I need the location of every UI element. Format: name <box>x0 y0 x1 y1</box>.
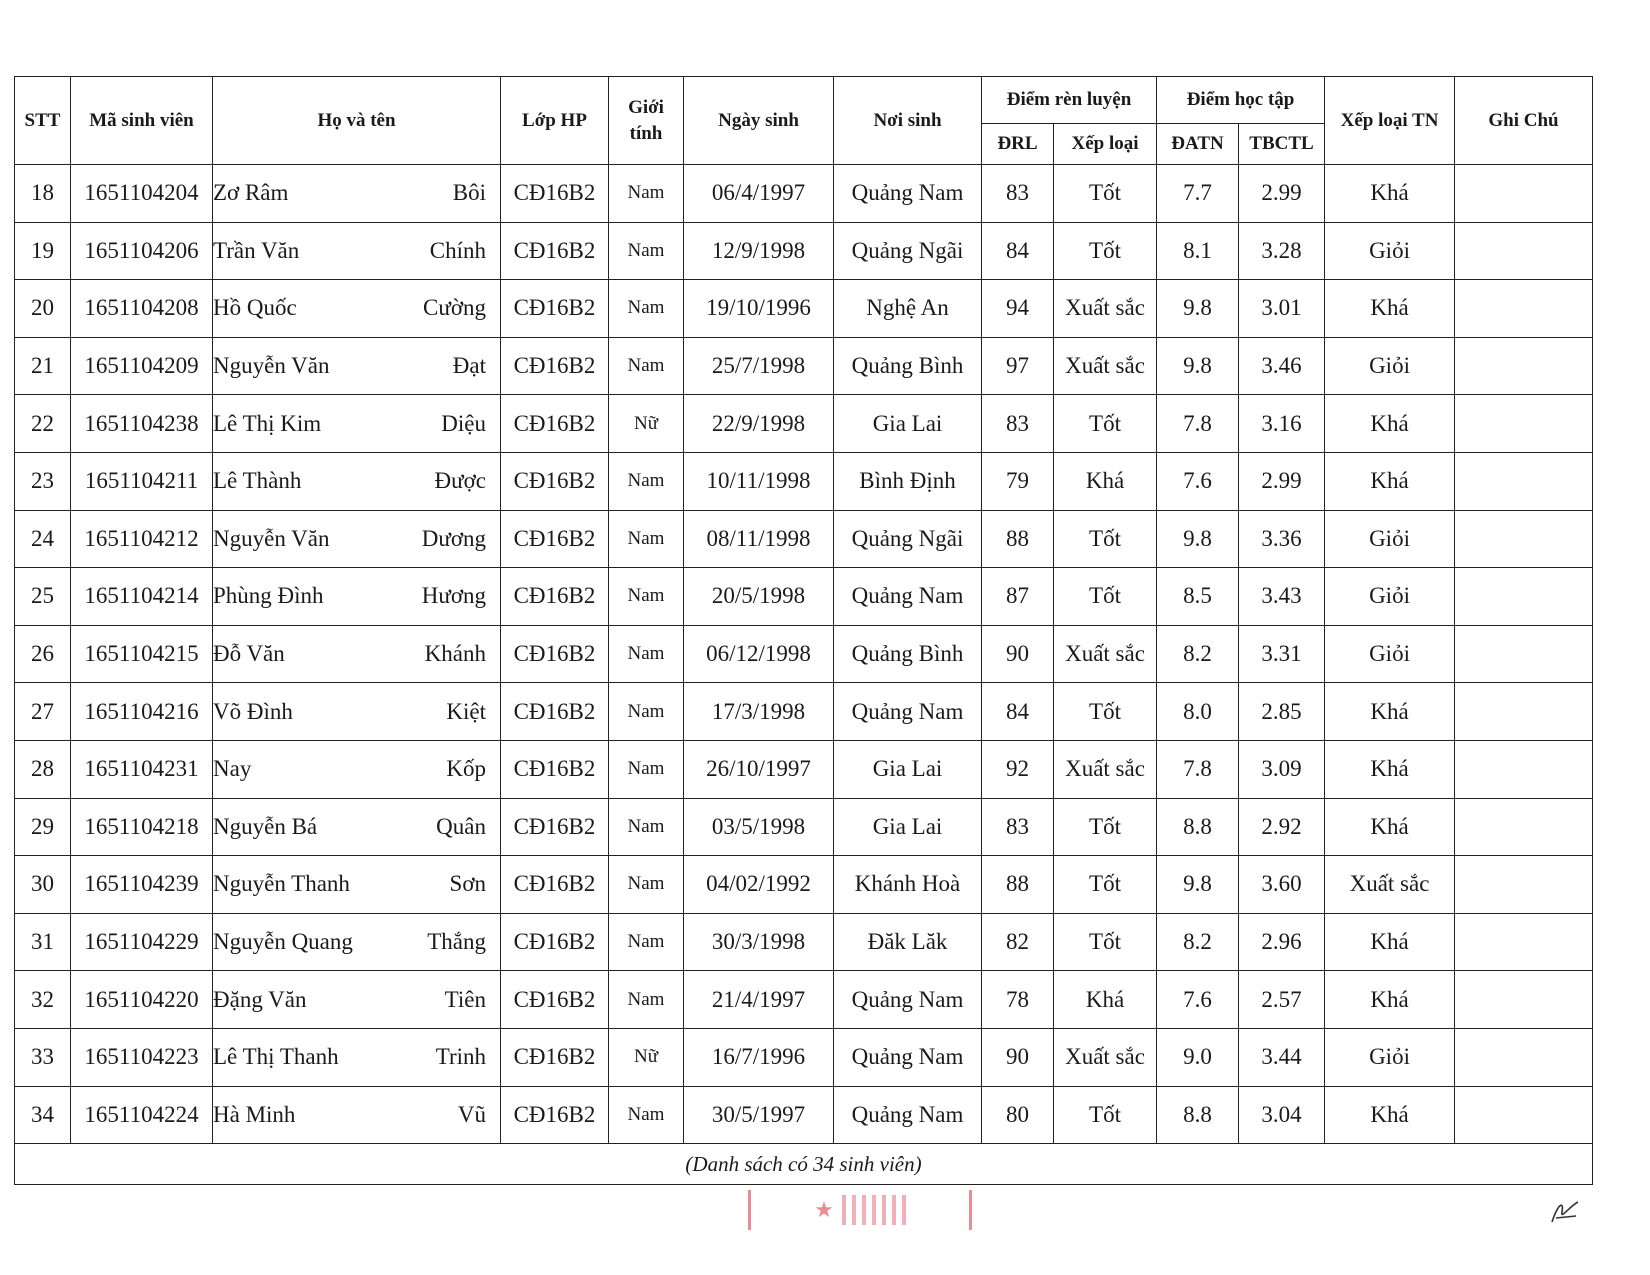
cell-thesis-score: 8.2 <box>1157 913 1239 971</box>
table-row <box>15 337 1593 395</box>
cell-class: CĐ16B2 <box>501 395 609 453</box>
cell-birth-date: 21/4/1997 <box>684 971 834 1029</box>
cell-birth-place: Quảng Nam <box>834 1086 982 1144</box>
cell-note <box>1455 740 1593 798</box>
cell-student-id: 1651104238 <box>71 395 213 453</box>
cell-stt: 30 <box>15 856 71 914</box>
cell-conduct-score: 88 <box>982 510 1054 568</box>
cell-gender: Nam <box>609 280 684 338</box>
surname: Phùng Đình <box>213 583 324 609</box>
cell-conduct-score: 94 <box>982 280 1054 338</box>
cell-gpa: 3.36 <box>1239 510 1325 568</box>
cell-full-name <box>213 337 501 395</box>
cell-class: CĐ16B2 <box>501 1086 609 1144</box>
table-row <box>15 165 1593 223</box>
cell-birth-date: 08/11/1998 <box>684 510 834 568</box>
given-name: Thắng <box>427 929 486 955</box>
cell-gpa: 3.43 <box>1239 568 1325 626</box>
cell-conduct-score: 84 <box>982 683 1054 741</box>
cell-gender: Nam <box>609 971 684 1029</box>
cell-class: CĐ16B2 <box>501 683 609 741</box>
cell-birth-place: Quảng Nam <box>834 1028 982 1086</box>
cell-birth-date: 06/12/1998 <box>684 625 834 683</box>
cell-student-id: 1651104214 <box>71 568 213 626</box>
cell-birth-place: Khánh Hoà <box>834 856 982 914</box>
header-birth-date: Ngày sinh <box>684 77 834 165</box>
cell-thesis-score: 7.6 <box>1157 971 1239 1029</box>
cell-graduation-rank: Giỏi <box>1325 337 1455 395</box>
cell-thesis-score: 9.8 <box>1157 510 1239 568</box>
cell-graduation-rank: Khá <box>1325 913 1455 971</box>
cell-thesis-score: 7.7 <box>1157 165 1239 223</box>
given-name: Được <box>434 468 486 494</box>
cell-stt: 21 <box>15 337 71 395</box>
cell-thesis-score: 9.8 <box>1157 337 1239 395</box>
cell-class: CĐ16B2 <box>501 740 609 798</box>
given-name: Quân <box>436 813 486 839</box>
cell-gpa: 3.44 <box>1239 1028 1325 1086</box>
cell-birth-place: Quảng Ngãi <box>834 222 982 280</box>
cell-gender: Nam <box>609 913 684 971</box>
cell-gpa: 3.04 <box>1239 1086 1325 1144</box>
header-conduct-rank: Xếp loại <box>1054 124 1157 165</box>
cell-conduct-score: 97 <box>982 337 1054 395</box>
surname: Đỗ Văn <box>213 641 285 667</box>
cell-note <box>1455 971 1593 1029</box>
cell-graduation-rank: Khá <box>1325 452 1455 510</box>
cell-gender: Nữ <box>609 395 684 453</box>
cell-birth-place: Quảng Bình <box>834 337 982 395</box>
cell-full-name <box>213 971 501 1029</box>
header-gpa: TBCTL <box>1239 124 1325 165</box>
cell-conduct-score: 82 <box>982 913 1054 971</box>
cell-class: CĐ16B2 <box>501 452 609 510</box>
header-graduation-rank: Xếp loại TN <box>1325 77 1455 165</box>
cell-class: CĐ16B2 <box>501 913 609 971</box>
surname: Zơ Râm <box>213 180 289 206</box>
given-name: Dương <box>421 525 486 551</box>
cell-conduct-score: 79 <box>982 452 1054 510</box>
cell-conduct-score: 78 <box>982 971 1054 1029</box>
cell-note <box>1455 568 1593 626</box>
cell-gender: Nam <box>609 856 684 914</box>
cell-thesis-score: 9.8 <box>1157 856 1239 914</box>
header-stt: STT <box>15 77 71 165</box>
cell-gender: Nam <box>609 683 684 741</box>
cell-birth-date: 19/10/1996 <box>684 280 834 338</box>
cell-note <box>1455 683 1593 741</box>
cell-student-id: 1651104239 <box>71 856 213 914</box>
cell-student-id: 1651104212 <box>71 510 213 568</box>
cell-note <box>1455 337 1593 395</box>
cell-conduct-rank: Tốt <box>1054 798 1157 856</box>
surname: Đặng Văn <box>213 986 307 1012</box>
cell-full-name <box>213 280 501 338</box>
cell-graduation-rank: Xuất sắc <box>1325 856 1455 914</box>
cell-conduct-rank: Xuất sắc <box>1054 337 1157 395</box>
table-row <box>15 568 1593 626</box>
cell-full-name <box>213 913 501 971</box>
header-conduct-group: Điểm rèn luyện <box>982 77 1157 124</box>
cell-note <box>1455 798 1593 856</box>
cell-conduct-score: 92 <box>982 740 1054 798</box>
cell-gpa: 2.99 <box>1239 165 1325 223</box>
cell-stt: 20 <box>15 280 71 338</box>
given-name: Tiên <box>444 986 486 1012</box>
table-row <box>15 856 1593 914</box>
cell-graduation-rank: Khá <box>1325 280 1455 338</box>
cell-gpa: 3.31 <box>1239 625 1325 683</box>
cell-stt: 19 <box>15 222 71 280</box>
cell-birth-date: 30/5/1997 <box>684 1086 834 1144</box>
cell-note <box>1455 913 1593 971</box>
cell-gpa: 3.60 <box>1239 856 1325 914</box>
cell-conduct-rank: Tốt <box>1054 856 1157 914</box>
cell-note <box>1455 856 1593 914</box>
table-row <box>15 971 1593 1029</box>
cell-graduation-rank: Giỏi <box>1325 568 1455 626</box>
cell-class: CĐ16B2 <box>501 856 609 914</box>
cell-graduation-rank: Giỏi <box>1325 510 1455 568</box>
cell-gpa: 3.01 <box>1239 280 1325 338</box>
cell-birth-date: 16/7/1996 <box>684 1028 834 1086</box>
cell-student-id: 1651104216 <box>71 683 213 741</box>
table-row <box>15 683 1593 741</box>
cell-conduct-score: 84 <box>982 222 1054 280</box>
table-row <box>15 395 1593 453</box>
cell-birth-date: 10/11/1998 <box>684 452 834 510</box>
surname: Võ Đình <box>213 698 293 724</box>
cell-full-name <box>213 740 501 798</box>
cell-conduct-score: 80 <box>982 1086 1054 1144</box>
cell-gender: Nam <box>609 1086 684 1144</box>
cell-gender: Nam <box>609 452 684 510</box>
given-name: Diệu <box>441 410 486 436</box>
given-name: Trinh <box>435 1044 486 1070</box>
header-student-id: Mã sinh viên <box>71 77 213 165</box>
cell-thesis-score: 8.2 <box>1157 625 1239 683</box>
star-icon: ★ <box>814 1197 834 1222</box>
cell-graduation-rank: Giỏi <box>1325 625 1455 683</box>
cell-note <box>1455 1028 1593 1086</box>
cell-conduct-score: 87 <box>982 568 1054 626</box>
given-name: Vũ <box>457 1101 486 1127</box>
surname: Nay <box>213 756 252 782</box>
cell-thesis-score: 9.8 <box>1157 280 1239 338</box>
cell-conduct-rank: Tốt <box>1054 683 1157 741</box>
cell-graduation-rank: Khá <box>1325 1086 1455 1144</box>
given-name: Đạt <box>452 353 486 379</box>
table-row <box>15 222 1593 280</box>
cell-birth-date: 04/02/1992 <box>684 856 834 914</box>
cell-conduct-rank: Xuất sắc <box>1054 625 1157 683</box>
cell-class: CĐ16B2 <box>501 798 609 856</box>
cell-thesis-score: 8.5 <box>1157 568 1239 626</box>
cell-gpa: 2.92 <box>1239 798 1325 856</box>
cell-thesis-score: 7.6 <box>1157 452 1239 510</box>
surname: Nguyễn Văn <box>213 525 330 551</box>
cell-gender: Nam <box>609 222 684 280</box>
cell-student-id: 1651104220 <box>71 971 213 1029</box>
cell-student-id: 1651104223 <box>71 1028 213 1086</box>
cell-graduation-rank: Giỏi <box>1325 222 1455 280</box>
cell-full-name <box>213 1086 501 1144</box>
cell-student-id: 1651104204 <box>71 165 213 223</box>
header-gender-label: Giới tính <box>628 96 664 144</box>
cell-stt: 34 <box>15 1086 71 1144</box>
cell-stt: 33 <box>15 1028 71 1086</box>
header-study-group: Điểm học tập <box>1157 77 1325 124</box>
cell-full-name <box>213 222 501 280</box>
cell-conduct-score: 83 <box>982 798 1054 856</box>
cell-stt: 32 <box>15 971 71 1029</box>
cell-birth-place: Đăk Lăk <box>834 913 982 971</box>
cell-graduation-rank: Khá <box>1325 798 1455 856</box>
cell-student-id: 1651104229 <box>71 913 213 971</box>
cell-class: CĐ16B2 <box>501 337 609 395</box>
cell-conduct-score: 83 <box>982 395 1054 453</box>
cell-stt: 18 <box>15 165 71 223</box>
given-name: Khánh <box>424 641 486 667</box>
cell-graduation-rank: Khá <box>1325 165 1455 223</box>
cell-conduct-rank: Xuất sắc <box>1054 280 1157 338</box>
cell-thesis-score: 8.8 <box>1157 1086 1239 1144</box>
header-class: Lớp HP <box>501 77 609 165</box>
cell-birth-place: Quảng Nam <box>834 683 982 741</box>
cell-gpa: 2.99 <box>1239 452 1325 510</box>
cell-graduation-rank: Khá <box>1325 740 1455 798</box>
cell-full-name <box>213 625 501 683</box>
cell-student-id: 1651104208 <box>71 280 213 338</box>
surname: Trần Văn <box>213 237 300 263</box>
cell-conduct-score: 90 <box>982 625 1054 683</box>
cell-birth-place: Gia Lai <box>834 740 982 798</box>
cell-conduct-rank: Xuất sắc <box>1054 1028 1157 1086</box>
cell-birth-place: Quảng Ngãi <box>834 510 982 568</box>
surname: Hà Minh <box>213 1101 296 1127</box>
cell-conduct-rank: Khá <box>1054 452 1157 510</box>
document-sheet <box>14 76 1592 1185</box>
cell-gender: Nam <box>609 798 684 856</box>
cell-birth-date: 03/5/1998 <box>684 798 834 856</box>
surname: Nguyễn Văn <box>213 353 330 379</box>
cell-class: CĐ16B2 <box>501 165 609 223</box>
cell-class: CĐ16B2 <box>501 222 609 280</box>
cell-birth-place: Quảng Nam <box>834 971 982 1029</box>
header-conduct-score: ĐRL <box>982 124 1054 165</box>
cell-note <box>1455 165 1593 223</box>
cell-full-name <box>213 856 501 914</box>
cell-stt: 22 <box>15 395 71 453</box>
cell-thesis-score: 9.0 <box>1157 1028 1239 1086</box>
cell-conduct-score: 90 <box>982 1028 1054 1086</box>
cell-graduation-rank: Khá <box>1325 683 1455 741</box>
cell-conduct-rank: Khá <box>1054 971 1157 1029</box>
table-row <box>15 740 1593 798</box>
cell-stt: 27 <box>15 683 71 741</box>
cell-thesis-score: 8.1 <box>1157 222 1239 280</box>
cell-full-name <box>213 1028 501 1086</box>
cell-full-name <box>213 165 501 223</box>
cell-thesis-score: 8.8 <box>1157 798 1239 856</box>
table-row <box>15 1086 1593 1144</box>
footer-note: (Danh sách có 34 sinh viên) <box>15 1144 1593 1185</box>
cell-birth-place: Quảng Nam <box>834 165 982 223</box>
cell-full-name <box>213 568 501 626</box>
surname: Nguyễn Bá <box>213 813 318 839</box>
given-name: Chính <box>429 237 486 263</box>
cell-thesis-score: 7.8 <box>1157 740 1239 798</box>
cell-conduct-rank: Tốt <box>1054 395 1157 453</box>
given-name: Hương <box>421 583 486 609</box>
cell-conduct-rank: Tốt <box>1054 1086 1157 1144</box>
header-birth-place: Nơi sinh <box>834 77 982 165</box>
table-row <box>15 625 1593 683</box>
given-name: Cường <box>423 295 486 321</box>
cell-thesis-score: 7.8 <box>1157 395 1239 453</box>
cell-note <box>1455 452 1593 510</box>
cell-conduct-score: 88 <box>982 856 1054 914</box>
cell-full-name <box>213 798 501 856</box>
cell-birth-date: 30/3/1998 <box>684 913 834 971</box>
cell-class: CĐ16B2 <box>501 510 609 568</box>
signature-icon <box>1548 1196 1584 1226</box>
cell-full-name <box>213 510 501 568</box>
cell-note <box>1455 1086 1593 1144</box>
given-name: Kiệt <box>446 698 486 724</box>
cell-stt: 23 <box>15 452 71 510</box>
given-name: Bôi <box>452 180 486 206</box>
cell-student-id: 1651104209 <box>71 337 213 395</box>
table-body <box>15 165 1593 1144</box>
table-row <box>15 280 1593 338</box>
cell-conduct-rank: Tốt <box>1054 510 1157 568</box>
cell-note <box>1455 222 1593 280</box>
cell-birth-date: 06/4/1997 <box>684 165 834 223</box>
cell-gender: Nam <box>609 625 684 683</box>
cell-gpa: 3.46 <box>1239 337 1325 395</box>
given-name: Sơn <box>449 871 486 897</box>
surname: Nguyễn Thanh <box>213 871 350 897</box>
cell-class: CĐ16B2 <box>501 280 609 338</box>
cell-stt: 29 <box>15 798 71 856</box>
cell-gpa: 2.57 <box>1239 971 1325 1029</box>
cell-gender: Nam <box>609 568 684 626</box>
cell-student-id: 1651104218 <box>71 798 213 856</box>
cell-student-id: 1651104224 <box>71 1086 213 1144</box>
cell-full-name <box>213 395 501 453</box>
header-gender <box>609 77 684 165</box>
cell-gpa: 3.28 <box>1239 222 1325 280</box>
cell-conduct-score: 83 <box>982 165 1054 223</box>
cell-birth-place: Quảng Nam <box>834 568 982 626</box>
cell-note <box>1455 395 1593 453</box>
cell-conduct-rank: Tốt <box>1054 913 1157 971</box>
cell-note <box>1455 625 1593 683</box>
cell-gpa: 3.09 <box>1239 740 1325 798</box>
cell-birth-date: 17/3/1998 <box>684 683 834 741</box>
cell-conduct-rank: Tốt <box>1054 568 1157 626</box>
surname: Lê Thị Kim <box>213 410 322 436</box>
header-note: Ghi Chú <box>1455 77 1593 165</box>
cell-gender: Nam <box>609 740 684 798</box>
cell-student-id: 1651104211 <box>71 452 213 510</box>
cell-birth-place: Bình Định <box>834 452 982 510</box>
cell-conduct-rank: Xuất sắc <box>1054 740 1157 798</box>
header-thesis-score: ĐATN <box>1157 124 1239 165</box>
given-name: Kốp <box>446 756 486 782</box>
cell-stt: 26 <box>15 625 71 683</box>
cell-stt: 31 <box>15 913 71 971</box>
table-row <box>15 913 1593 971</box>
cell-conduct-rank: Tốt <box>1054 222 1157 280</box>
cell-birth-place: Nghệ An <box>834 280 982 338</box>
cell-class: CĐ16B2 <box>501 971 609 1029</box>
surname: Hồ Quốc <box>213 295 297 321</box>
cell-birth-place: Quảng Bình <box>834 625 982 683</box>
cell-graduation-rank: Khá <box>1325 395 1455 453</box>
cell-birth-date: 12/9/1998 <box>684 222 834 280</box>
cell-birth-date: 26/10/1997 <box>684 740 834 798</box>
table-row <box>15 452 1593 510</box>
cell-note <box>1455 280 1593 338</box>
header-full-name: Họ và tên <box>213 77 501 165</box>
red-stamp <box>748 1190 972 1230</box>
cell-full-name <box>213 452 501 510</box>
cell-stt: 25 <box>15 568 71 626</box>
cell-birth-date: 20/5/1998 <box>684 568 834 626</box>
cell-class: CĐ16B2 <box>501 1028 609 1086</box>
cell-class: CĐ16B2 <box>501 625 609 683</box>
table-row <box>15 510 1593 568</box>
surname: Lê Thị Thanh <box>213 1044 339 1070</box>
cell-graduation-rank: Giỏi <box>1325 1028 1455 1086</box>
cell-gender: Nam <box>609 337 684 395</box>
cell-stt: 24 <box>15 510 71 568</box>
cell-gpa: 3.16 <box>1239 395 1325 453</box>
cell-graduation-rank: Khá <box>1325 971 1455 1029</box>
cell-full-name <box>213 683 501 741</box>
cell-stt: 28 <box>15 740 71 798</box>
cell-student-id: 1651104231 <box>71 740 213 798</box>
surname: Nguyễn Quang <box>213 929 353 955</box>
surname: Lê Thành <box>213 468 302 494</box>
cell-class: CĐ16B2 <box>501 568 609 626</box>
cell-birth-place: Gia Lai <box>834 798 982 856</box>
cell-birth-date: 25/7/1998 <box>684 337 834 395</box>
cell-note <box>1455 510 1593 568</box>
cell-gpa: 2.85 <box>1239 683 1325 741</box>
table-row <box>15 798 1593 856</box>
cell-gender: Nữ <box>609 1028 684 1086</box>
table-row <box>15 1028 1593 1086</box>
cell-gpa: 2.96 <box>1239 913 1325 971</box>
cell-birth-date: 22/9/1998 <box>684 395 834 453</box>
stamp-lines <box>842 1195 906 1225</box>
cell-birth-place: Gia Lai <box>834 395 982 453</box>
cell-student-id: 1651104215 <box>71 625 213 683</box>
cell-student-id: 1651104206 <box>71 222 213 280</box>
cell-conduct-rank: Tốt <box>1054 165 1157 223</box>
student-grades-table <box>14 76 1593 1185</box>
cell-thesis-score: 8.0 <box>1157 683 1239 741</box>
cell-gender: Nam <box>609 165 684 223</box>
cell-gender: Nam <box>609 510 684 568</box>
